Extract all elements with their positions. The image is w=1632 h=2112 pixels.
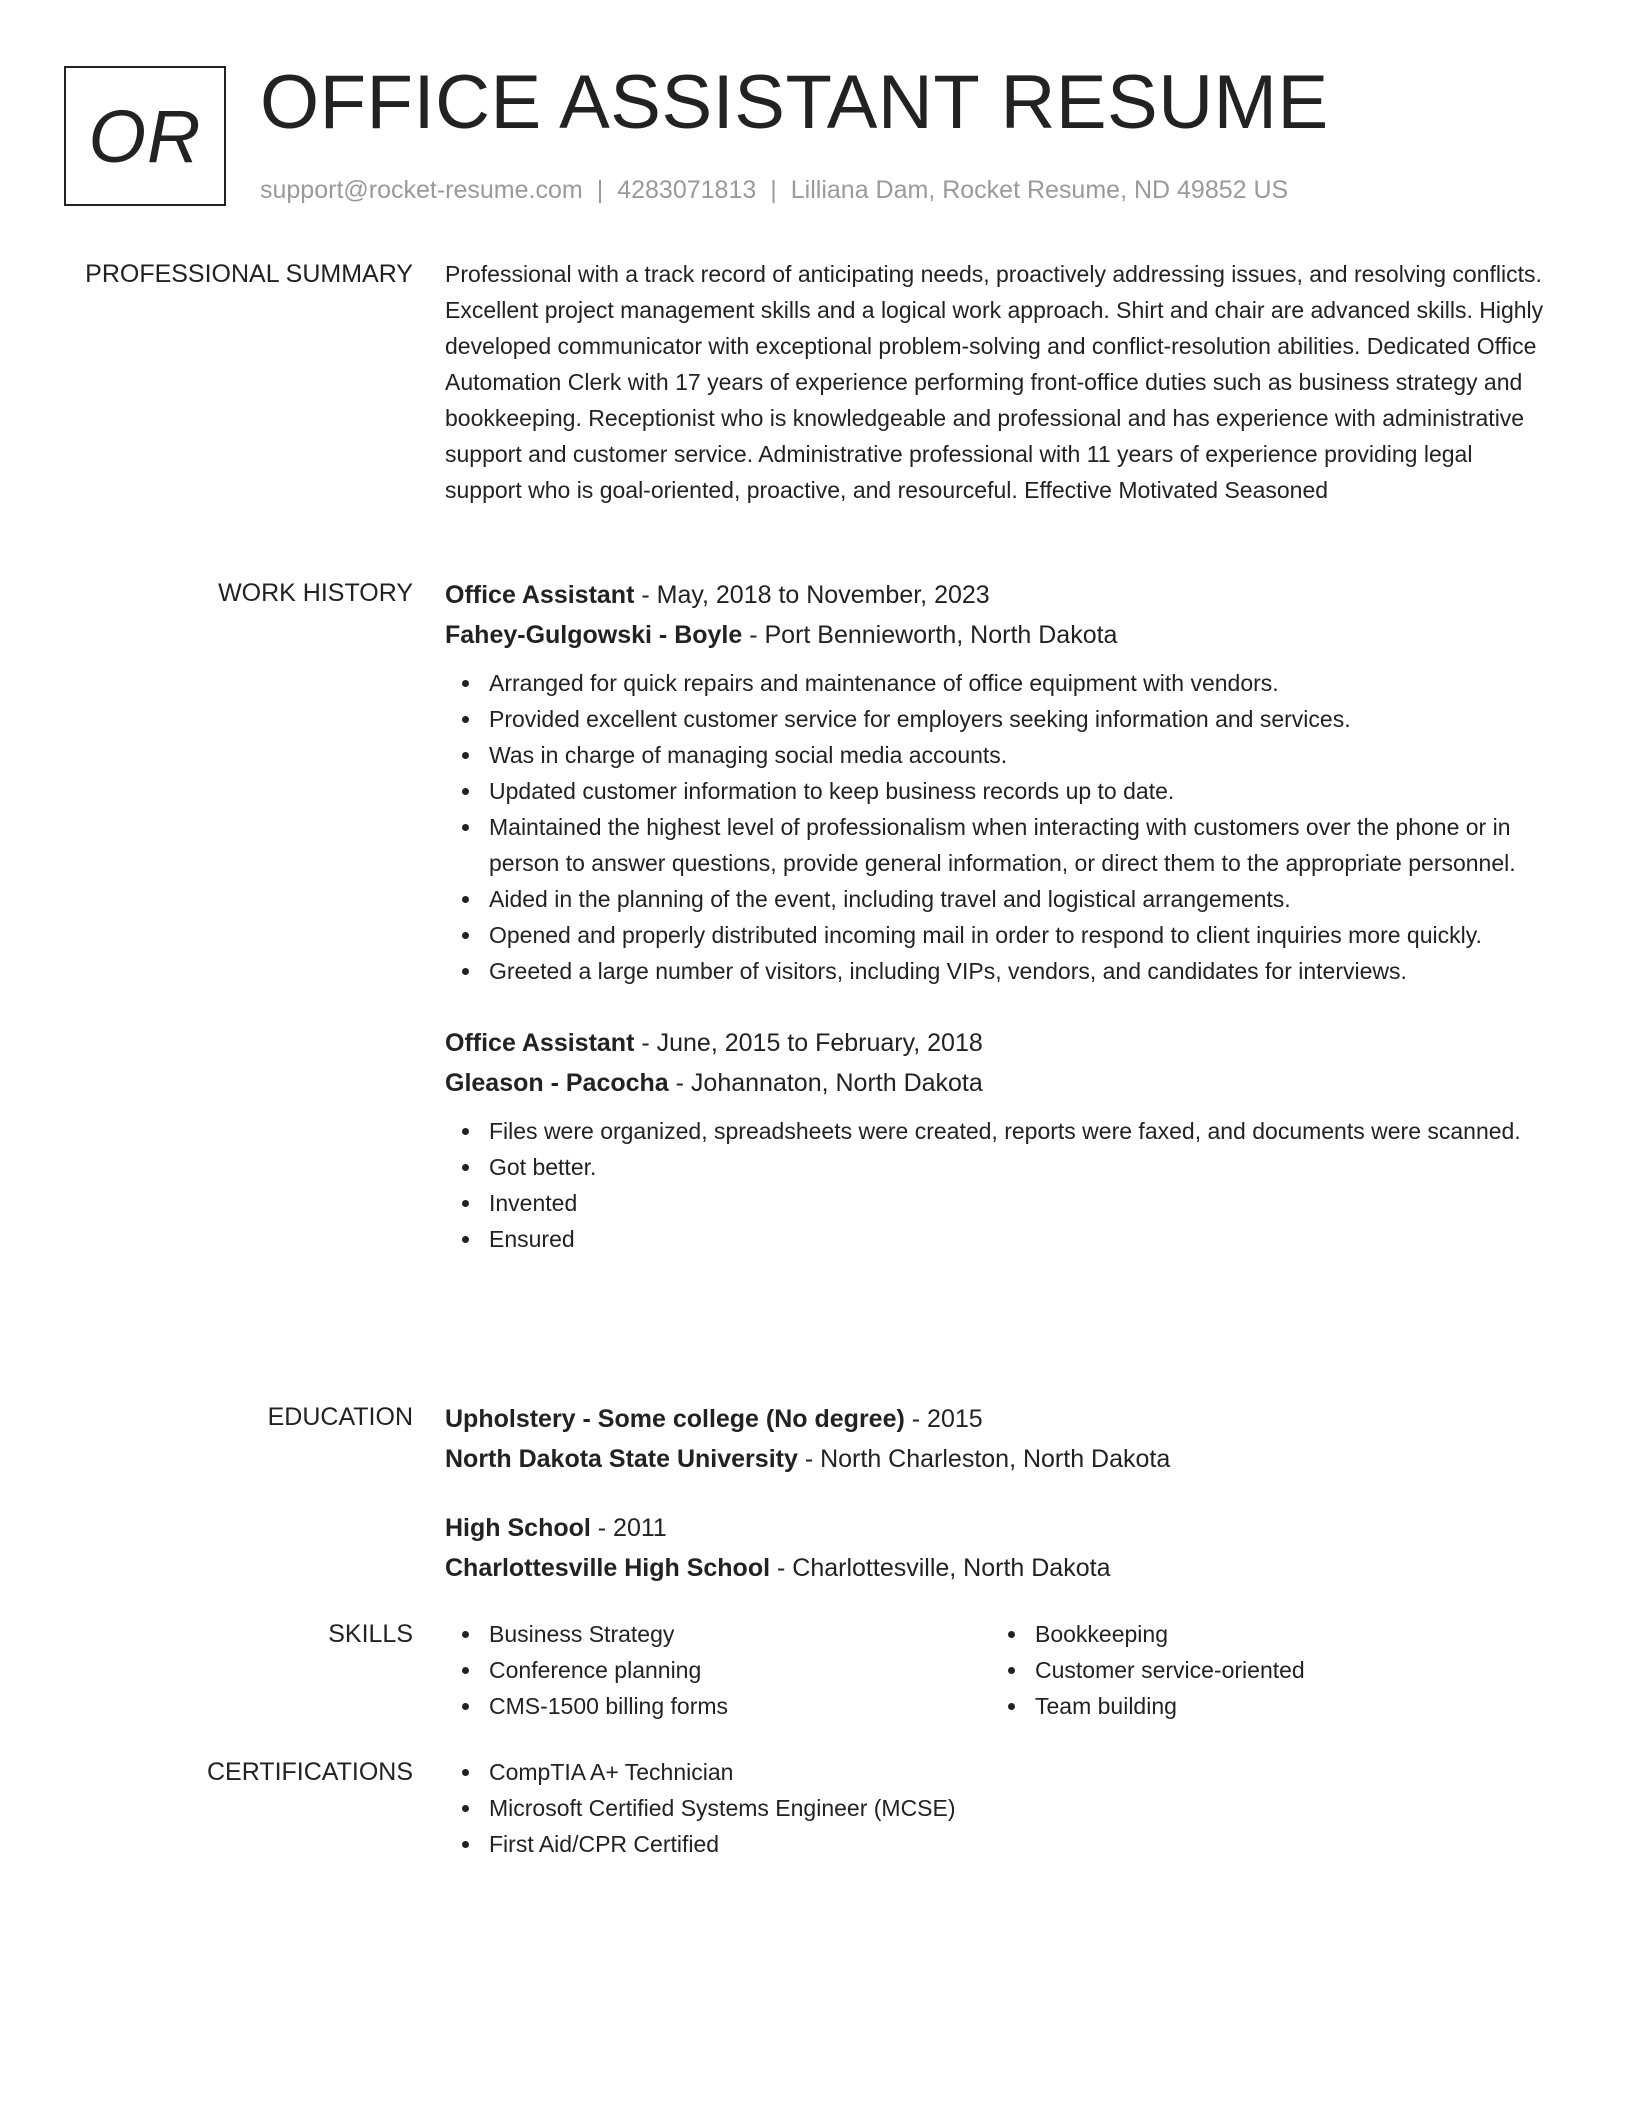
- job-company: Gleason - Pacocha: [445, 1069, 669, 1097]
- school-line: [445, 1548, 1545, 1588]
- section-label-skills: SKILLS: [328, 1620, 413, 1648]
- list-item: Maintained the highest level of professionalism when interacting with customers over the phone or in person to answer questions, provide general information, or direct them to the appropriate personnel.: [489, 809, 1545, 881]
- degree-name: High School: [445, 1514, 591, 1542]
- school-name: Charlottesville High School: [445, 1554, 771, 1582]
- contact-separator: |: [770, 176, 777, 204]
- list-item: Ensured: [489, 1221, 1545, 1257]
- education-entry: [445, 1399, 1545, 1479]
- list-item: Got better.: [489, 1149, 1545, 1185]
- list-item: Opened and properly distributed incoming mail in order to respond to client inquiries more quickly.: [489, 917, 1545, 953]
- job-location: - Johannaton, North Dakota: [668, 1069, 983, 1097]
- skills-list-left: [445, 1616, 991, 1724]
- job-duties-list: [445, 665, 1545, 989]
- job-entry: [445, 575, 1545, 989]
- degree-line: [445, 1399, 1545, 1439]
- school-line: [445, 1439, 1545, 1479]
- school-name: North Dakota State University: [445, 1445, 798, 1473]
- list-item: Was in charge of managing social media accounts.: [489, 737, 1545, 773]
- summary-text: Professional with a track record of anticipating needs, proactively addressing issues, and resolving conflicts. Excellent project management skills and a logical work approach. Shirt and chair are advanced skills. Highly developed communicator with exceptional problem-solving and conflict-resolution abilities. Dedicated Office Automation Clerk with 17 years of experience performing front-office duties such as business strategy and bookkeeping. Receptionist who is knowledgeable and professional and has experience with administrative support and customer service. Administrative professional with 11 years of experience providing legal support who is goal-oriented, proactive, and resourceful. Effective Motivated Seasoned: [445, 261, 1544, 503]
- job-title: Office Assistant: [445, 1029, 635, 1057]
- list-item: Conference planning: [489, 1652, 991, 1688]
- list-item: Customer service-oriented: [1035, 1652, 1491, 1688]
- contact-address: Lilliana Dam, Rocket Resume, ND 49852 US: [790, 176, 1289, 204]
- list-item: Business Strategy: [489, 1616, 991, 1652]
- section-label-education: EDUCATION: [267, 1403, 413, 1431]
- skills-grid: [445, 1616, 1545, 1724]
- job-company: Fahey-Gulgowski - Boyle: [445, 621, 743, 649]
- section-label-summary: PROFESSIONAL SUMMARY: [85, 260, 413, 288]
- list-item: Provided excellent customer service for employers seeking information and services.: [489, 701, 1545, 737]
- certifications-list: [445, 1754, 1545, 1862]
- skills-content: [445, 1616, 1545, 1724]
- list-item: Aided in the planning of the event, including travel and logistical arrangements.: [489, 881, 1545, 917]
- list-item: Invented: [489, 1185, 1545, 1221]
- list-item: Files were organized, spreadsheets were created, reports were faxed, and documents were scanned.: [489, 1113, 1545, 1149]
- education-entry: [445, 1508, 1545, 1588]
- skills-list-right: [991, 1616, 1491, 1724]
- section-label-work-history: WORK HISTORY: [218, 579, 413, 607]
- list-item: Updated customer information to keep business records up to date.: [489, 773, 1545, 809]
- degree-year: - 2011: [590, 1514, 667, 1542]
- summary-content: [445, 256, 1545, 508]
- job-entry: [445, 1023, 1545, 1257]
- school-location: - Charlottesville, North Dakota: [770, 1554, 1111, 1582]
- degree-year: - 2015: [904, 1405, 983, 1433]
- resume-title: OFFICE ASSISTANT RESUME: [260, 60, 1329, 145]
- contact-line: [260, 172, 1288, 208]
- degree-line: [445, 1508, 1545, 1548]
- job-title-line: [445, 575, 1545, 615]
- list-item: Arranged for quick repairs and maintenance of office equipment with vendors.: [489, 665, 1545, 701]
- job-dates: - May, 2018 to November, 2023: [634, 581, 990, 609]
- contact-separator: |: [596, 176, 604, 204]
- job-location: - Port Bennieworth, North Dakota: [742, 621, 1118, 649]
- contact-phone[interactable]: 4283071813: [617, 176, 757, 204]
- certifications-content: [445, 1754, 1545, 1862]
- work-history-content: [445, 575, 1545, 1257]
- education-content: [445, 1399, 1545, 1588]
- list-item: Greeted a large number of visitors, including VIPs, vendors, and candidates for interviews.: [489, 953, 1545, 989]
- job-company-line: [445, 1063, 1545, 1103]
- list-item: First Aid/CPR Certified: [489, 1826, 1545, 1862]
- list-item: Microsoft Certified Systems Engineer (MCSE): [489, 1790, 1545, 1826]
- list-item: CMS-1500 billing forms: [489, 1688, 991, 1724]
- list-item: Bookkeeping: [1035, 1616, 1491, 1652]
- job-duties-list: [445, 1113, 1545, 1257]
- list-item: CompTIA A+ Technician: [489, 1754, 1545, 1790]
- school-location: - North Charleston, North Dakota: [797, 1445, 1171, 1473]
- contact-email[interactable]: support@rocket-resume.com: [260, 176, 583, 204]
- list-item: Team building: [1035, 1688, 1491, 1724]
- job-dates: - June, 2015 to February, 2018: [634, 1029, 983, 1057]
- monogram-logo: OR: [64, 66, 226, 206]
- section-label-certifications: CERTIFICATIONS: [206, 1758, 413, 1786]
- job-title: Office Assistant: [445, 581, 635, 609]
- degree-name: Upholstery - Some college (No degree): [445, 1405, 905, 1433]
- job-company-line: [445, 615, 1545, 655]
- job-title-line: [445, 1023, 1545, 1063]
